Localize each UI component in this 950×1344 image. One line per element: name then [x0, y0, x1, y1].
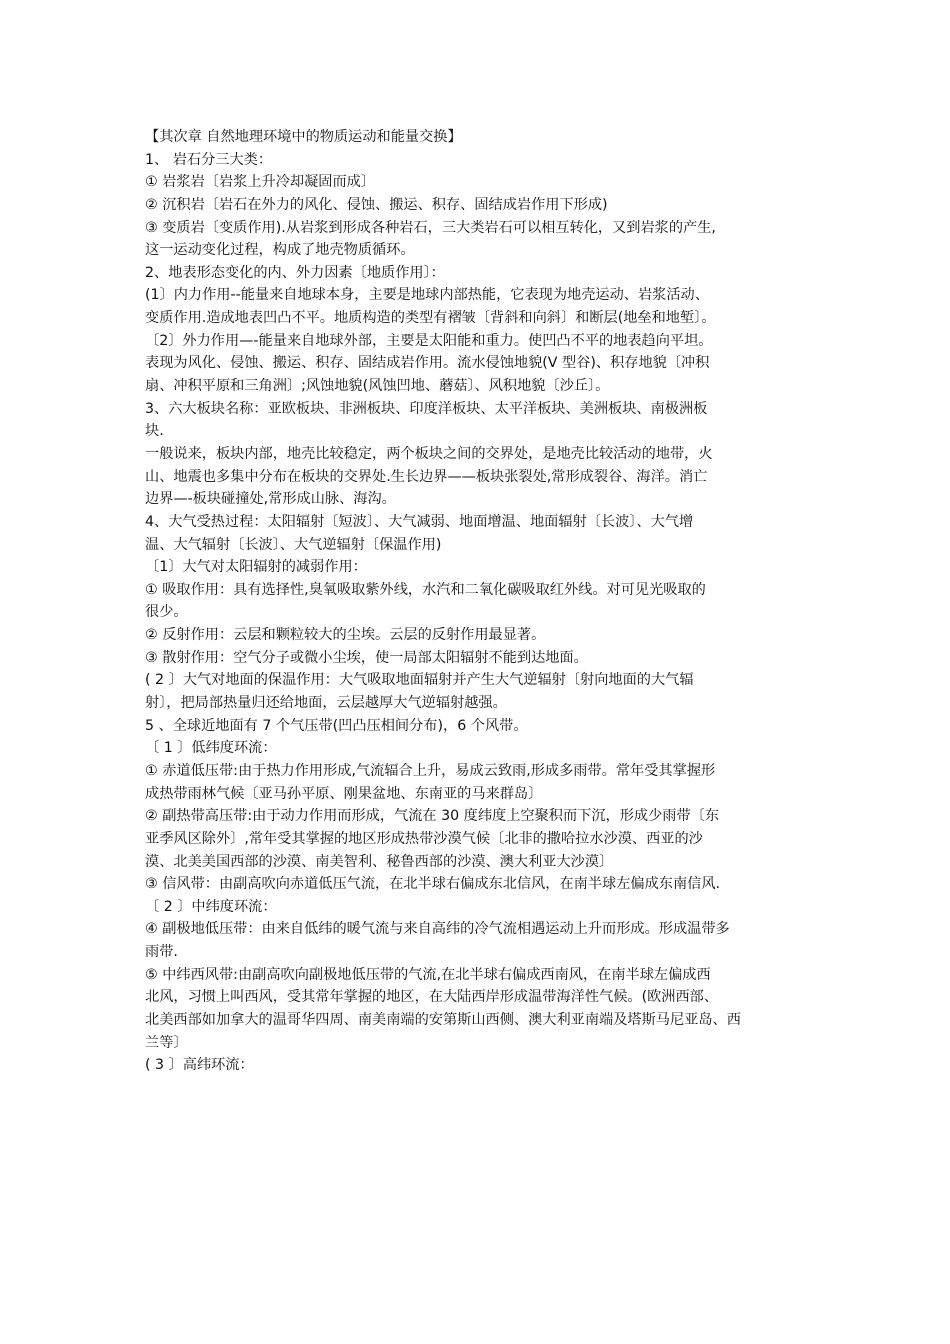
text-line: 北风，习惯上叫西风，受其常年掌握的地区，在大陆西岸形成温带海洋性气候。(欧洲西部、 — [145, 989, 719, 1006]
text-line: ② 反射作用：云层和颗粒较大的尘埃。云层的反射作用最显著。 — [145, 627, 546, 644]
text-line: 温、大气辐射〔长波〕、大气逆辐射〔保温作用) — [145, 536, 442, 553]
text-line: 5 、全球近地面有 7 个气压带(凹凸压相间分布)，6 个风带。 — [145, 717, 528, 734]
text-line: 2、地表形态变化的内、外力因素〔地质作用〕： — [145, 264, 445, 281]
text-line: 表现为风化、侵蚀、搬运、积存、固结成岩作用。流水侵蚀地貌(V 型谷)、积存地貌〔冲积 — [145, 355, 710, 372]
text-line: 3、六大板块名称：亚欧板块、非洲板块、印度洋板块、太平洋板块、美洲板块、南极洲板 — [145, 400, 708, 417]
text-line: 边界—-板块碰撞处,常形成山脉、海沟。 — [145, 491, 396, 508]
text-line: ② 沉积岩〔岩石在外力的风化、侵蚀、搬运、积存、固结成岩作用下形成) — [145, 196, 608, 213]
text-line: 山、地震也多集中分布在板块的交界处.生长边界——板块张裂处,常形成裂谷、海洋。消亡 — [145, 468, 708, 485]
text-line: ② 副热带高压带:由于动力作用而形成，气流在 30 度纬度上空聚积而下沉，形成少雨带〔东 — [145, 808, 720, 825]
text-line: 很少。 — [145, 604, 188, 621]
text-line: 〔 1 〕低纬度环流： — [145, 740, 277, 757]
text-line: 变质作用.造成地表凹凸不平。地质构造的类型有褶皱〔背斜和向斜〕和断层(地垒和地堑〕。 — [145, 310, 716, 327]
text-line: 〔2〕外力作用—-能量来自地球外部，主要是太阳能和重力。使凹凸不平的地表趋向平坦。 — [145, 332, 713, 349]
text-line: 块. — [145, 423, 164, 440]
text-line: 成热带雨林气候〔亚马孙平原、刚果盆地、东南亚的马来群岛〕 — [145, 785, 543, 802]
text-line: ① 吸取作用：具有选择性,臭氧吸取紫外线，水汽和二氧化碳吸取红外线。对可见光吸取的 — [145, 581, 706, 598]
text-line: 4、大气受热过程：太阳辐射〔短波〕、大气减弱、地面增温、地面辐射〔长波〕、大气增 — [145, 513, 694, 530]
text-line: ③ 信风带：由副高吹向赤道低压气流，在北半球右偏成东北信风，在南半球左偏成东南信风. — [145, 876, 721, 893]
text-line: 1、 岩石分三大类： — [145, 151, 273, 168]
text-line: 兰等〕 — [145, 1034, 188, 1051]
chapter-heading: 【其次章 自然地理环境中的物质运动和能量交换】 — [145, 129, 462, 145]
text-line: 扇、冲积平原和三角洲〕;风蚀地貌(风蚀凹地、蘑菇〕、风积地貌〔沙丘〕。 — [145, 378, 610, 395]
text-line: 一般说来，板块内部，地壳比较稳定，两个板块之间的交界处，是地壳比较活动的地带，火 — [145, 445, 713, 462]
text-line: 北美西部如加拿大的温哥华四周、南美南端的安第斯山西侧、澳大利亚南端及塔斯马尼亚岛、西 — [145, 1011, 741, 1028]
text-line: 〔1〕大气对太阳辐射的减弱作用： — [145, 559, 367, 576]
text-line: 雨带. — [145, 944, 178, 961]
text-line: 〔 2 〕中纬度环流： — [145, 898, 277, 915]
text-line: ① 岩浆岩〔岩浆上升冷却凝固而成〕 — [145, 174, 376, 191]
text-line: 射〕，把局部热量归还给地面，云层越厚大气逆辐射越强。 — [145, 695, 507, 712]
document-body — [145, 126, 807, 1077]
text-line: ③ 变质岩〔变质作用).从岩浆到形成各种岩石，三大类岩石可以相互转化，又到岩浆的产生, — [145, 219, 716, 236]
text-line: 漠、北美美国西部的沙漠、南美智利、秘鲁西部的沙漠、澳大利亚大沙漠〕 — [145, 853, 614, 870]
text-line: ( 3 〕高纬环流： — [145, 1057, 254, 1074]
text-line: ③ 散射作用：空气分子或微小尘埃，使一局部太阳辐射不能到达地面。 — [145, 649, 588, 666]
text-line: 亚季风区除外〕,常年受其掌握的地区形成热带沙漠气候〔北非的撒哈拉水沙漠、西亚的沙 — [145, 830, 703, 847]
text-line: (1〕内力作用--能量来自地球本身，主要是地球内部热能，它表现为地壳运动、岩浆活动、 — [145, 287, 709, 304]
text-line: ⑤ 中纬西风带:由副高吹向副极地低压带的气流,在北半球右偏成西南风，在南半球左偏成西 — [145, 966, 711, 983]
text-line: 这一运动变化过程，构成了地壳物质循环。 — [145, 242, 415, 259]
text-line: ① 赤道低压带:由于热力作用形成,气流辐合上升，易成云致雨,形成多雨带。常年受其掌握形 — [145, 762, 716, 779]
text-line: ④ 副极地低压带：由来自低纬的暖气流与来自高纬的冷气流相遇运动上升而形成。形成温带多 — [145, 921, 730, 938]
text-line: ( 2 〕大气对地面的保温作用：大气吸取地面辐射并产生大气逆辐射〔射向地面的大气辐 — [145, 672, 694, 689]
